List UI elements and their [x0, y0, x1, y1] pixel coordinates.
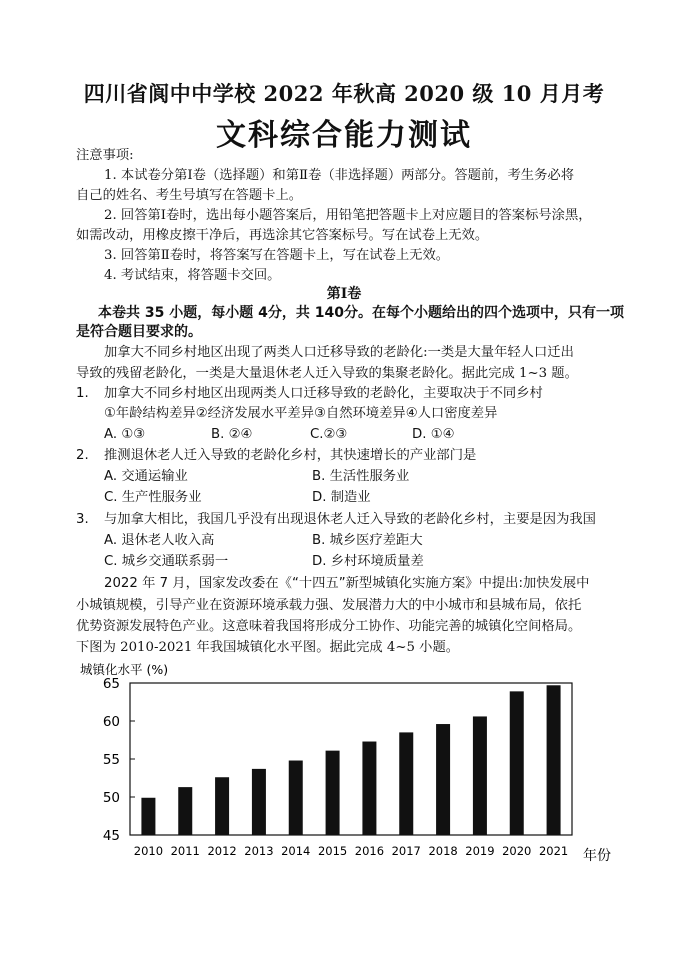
bar [362, 742, 376, 835]
x-tick-label: 2017 [391, 844, 421, 858]
option-d: D. 制造业 [312, 490, 371, 505]
question-number: 1. [76, 386, 89, 401]
notice-line: 3. 回答第Ⅱ卷时，将答案写在答题卡上，写在试卷上无效。 [104, 248, 450, 263]
option-c: C. 城乡交通联系弱一 [104, 554, 229, 569]
exam-title: 四川省阆中中学校 2022 年秋高 2020 级 10 月月考 [83, 81, 605, 106]
passage-line: 优势资源发展特色产业。这意味着我国将形成分工协作、功能完善的城镇化空间格局。 [76, 619, 582, 634]
bar [547, 685, 561, 835]
y-tick-label: 65 [102, 676, 120, 692]
passage-line: 下图为 2010-2021 年我国城镇化水平图。据此完成 4~5 小题。 [76, 640, 460, 655]
question-stem: 推测退休老人迁入导致的老龄化乡村，其快速增长的产业部门是 [104, 448, 477, 463]
notice-line: 自己的姓名、考生号填写在答题卡上。 [76, 188, 303, 203]
x-axis-label: 年份 [583, 848, 611, 864]
section-title: 第Ⅰ卷 [326, 286, 362, 302]
bar [473, 716, 487, 835]
passage-line: 导致的残留老龄化，一类是大量退休老人迁入导致的集聚老龄化。据此完成 1~3 题。 [76, 366, 578, 381]
question-sub: ①年龄结构差异②经济发展水平差异③自然环境差异④人口密度差异 [104, 406, 498, 421]
x-tick-label: 2021 [538, 844, 569, 858]
x-tick-label: 2012 [207, 844, 237, 858]
y-tick-label: 55 [102, 752, 120, 768]
urbanization-bar-chart [0, 650, 688, 880]
option-d: D. ①④ [412, 427, 455, 442]
option-b: B. 生活性服务业 [312, 469, 410, 484]
option-c: C. 生产性服务业 [104, 490, 202, 505]
option-a: A. ①③ [104, 427, 146, 442]
y-axis-label: 城镇化水平 (%) [80, 662, 169, 677]
question-number: 3. [76, 512, 89, 527]
question-stem: 加拿大不同乡村地区出现两类人口迁移导致的老龄化，主要取决于不同乡村 [104, 386, 543, 401]
x-tick-label: 2011 [170, 844, 200, 858]
notice-line: 4. 考试结束，将答题卡交回。 [104, 268, 281, 283]
option-a: A. 交通运输业 [104, 469, 188, 484]
bar [326, 751, 340, 835]
passage-line: 2022 年 7 月，国家发改委在《“十四五”新型城镇化实施方案》中提出:加快发展中 [104, 576, 590, 591]
option-c: C.②③ [310, 427, 348, 442]
passage-line: 加拿大不同乡村地区出现了两类人口迁移导致的老龄化:一类是大量年轻人口迁出 [104, 345, 574, 360]
x-tick-label: 2013 [244, 844, 274, 858]
section-instructions: 是符合题目要求的。 [76, 324, 202, 340]
notice-line: 1. 本试卷分第Ⅰ卷（选择题）和第Ⅱ卷（非选择题）两部分。答题前，考生务必将 [104, 168, 574, 183]
section-instructions: 本卷共 35 小题，每小题 4分，共 140分。在每个小题给出的四个选项中，只有一项 [98, 305, 624, 321]
x-tick-label: 2010 [133, 844, 164, 858]
question-stem: 与加拿大相比，我国几乎没有出现退休老人迁入导致的老龄化乡村，主要是因为我国 [104, 512, 596, 527]
y-tick-label: 60 [102, 714, 120, 730]
bar [510, 691, 524, 835]
exam-subtitle: 文科综合能力测试 [216, 118, 472, 153]
x-tick-label: 2016 [354, 844, 385, 858]
x-tick-label: 2020 [502, 844, 532, 858]
plot-frame [130, 683, 572, 835]
option-b: B. 城乡医疗差距大 [312, 533, 423, 548]
y-tick-label: 45 [102, 828, 120, 844]
passage-line: 小城镇规模，引导产业在资源环境承载力强、发展潜力大的中小城市和县城布局，依托 [76, 598, 582, 613]
option-a: A. 退休老人收入高 [104, 533, 215, 548]
x-tick-label: 2018 [428, 844, 458, 858]
bar [178, 787, 192, 835]
x-tick-label: 2015 [317, 844, 348, 858]
option-d: D. 乡村环境质量差 [312, 554, 424, 569]
bar [215, 777, 229, 835]
bar [141, 798, 155, 835]
notice-heading: 注意事项: [76, 148, 134, 163]
bar [436, 724, 450, 835]
question-number: 2. [76, 448, 89, 463]
x-tick-label: 2019 [465, 844, 495, 858]
y-tick-label: 50 [102, 790, 120, 806]
x-tick-label: 2014 [281, 844, 311, 858]
bar [252, 769, 266, 835]
notice-line: 如需改动，用橡皮擦干净后，再选涂其它答案标号。写在试卷上无效。 [76, 228, 489, 243]
option-b: B. ②④ [211, 427, 253, 442]
bar [289, 761, 303, 835]
bar [399, 732, 413, 835]
notice-line: 2. 回答第Ⅰ卷时，选出每小题答案后，用铅笔把答题卡上对应题目的答案标号涂黑， [104, 208, 592, 223]
